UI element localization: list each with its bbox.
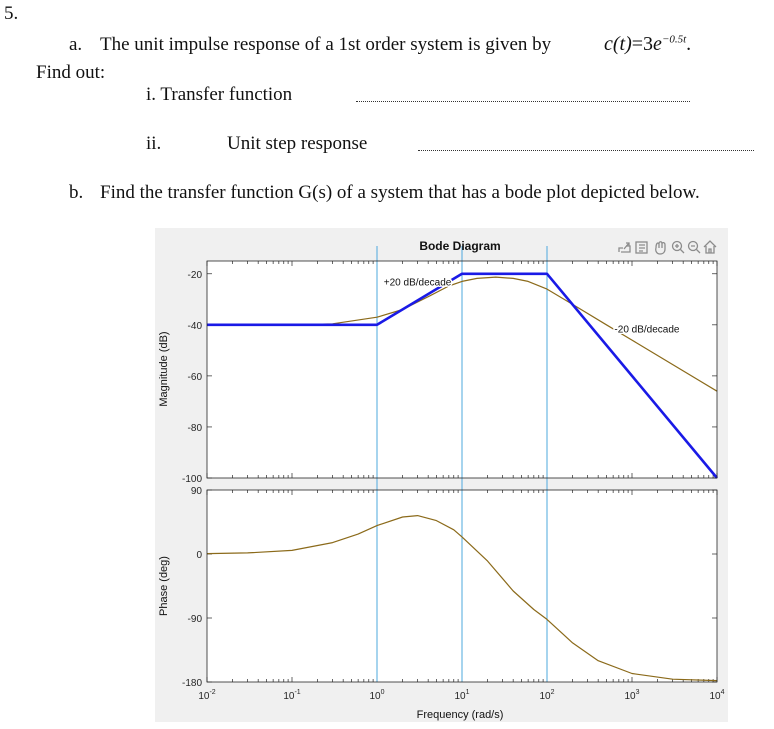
part-b-text: Find the transfer function G(s) of a system that has a bode plot depicted below. (100, 182, 700, 203)
part-a-label: a. (69, 34, 83, 55)
x-tick-exponent: 2 (550, 689, 555, 696)
mag-y-tick-label: -100 (181, 474, 202, 485)
x-tick-label: $10^{-1}$ (283, 689, 301, 702)
mag-y-tick-label: -80 (187, 422, 202, 434)
x-tick-exponent: 1 (465, 689, 470, 696)
equation-period: . (686, 33, 692, 55)
equation-exponent: −0.5t (661, 33, 687, 46)
phase-y-tick-label: -180 (181, 678, 202, 689)
item-i-answer-blank (356, 101, 690, 102)
zoom-out-icon[interactable] (689, 242, 701, 254)
x-tick-exponent: 4 (720, 689, 725, 696)
zoom-in-icon[interactable] (673, 242, 685, 254)
magnitude-y-label: Magnitude (dB) (158, 331, 170, 407)
part-a-text: The unit impulse response of a 1st order system is given by (100, 34, 552, 55)
x-tick-label: $10^4$ (709, 689, 725, 702)
x-axis-label: Frequency (rad/s) (416, 709, 504, 721)
x-tick-label: $10^2$ (539, 689, 555, 702)
equation-coefficient: 3 (643, 33, 654, 55)
mag-y-tick-label: -60 (187, 371, 202, 383)
part-b-label: b. (69, 182, 84, 203)
x-tick-exponent: 0 (380, 689, 385, 696)
phase-y-tick-label: 0 (196, 550, 202, 561)
x-tick-label: $10^0$ (369, 689, 385, 702)
x-tick-label: $10^{-2}$ (198, 689, 216, 702)
phase-y-label: Phase (deg) (158, 556, 170, 616)
bode-plot-svg (155, 228, 728, 722)
item-ii-label: Unit step response (227, 133, 368, 154)
question-number: 5. (4, 3, 19, 24)
equation-base: e (653, 33, 662, 55)
find-out-label: Find out: (36, 62, 106, 83)
data-tips-icon[interactable] (636, 242, 647, 253)
pan-icon[interactable] (656, 242, 665, 254)
bode-figure (155, 228, 728, 722)
phase-y-tick-label: -90 (187, 614, 202, 625)
x-tick-exponent: 3 (635, 689, 640, 696)
equation-equals: = (631, 33, 644, 55)
item-ii-number: ii. (146, 133, 162, 154)
export-icon[interactable] (619, 243, 630, 252)
chart-title: Bode Diagram (419, 239, 501, 253)
slope-annotation: -20 dB/decade (614, 324, 680, 336)
mag-y-tick-label: -20 (187, 269, 202, 281)
phase-y-tick-label: 90 (190, 486, 202, 497)
x-tick-exponent: -2 (209, 689, 216, 696)
x-tick-label: $10^3$ (624, 689, 640, 702)
x-tick-exponent: -1 (294, 689, 301, 696)
equation-lhs: c(t) (604, 33, 632, 55)
figure-toolbar (619, 241, 716, 254)
home-icon[interactable] (704, 241, 716, 253)
x-tick-label: $10^1$ (454, 689, 470, 702)
mag-y-tick-label: -40 (187, 320, 202, 332)
slope-annotation: +20 dB/decade (383, 277, 452, 289)
item-i-label: i. Transfer function (146, 84, 293, 105)
impulse-response-equation (604, 33, 691, 56)
item-ii-answer-blank (418, 150, 754, 151)
